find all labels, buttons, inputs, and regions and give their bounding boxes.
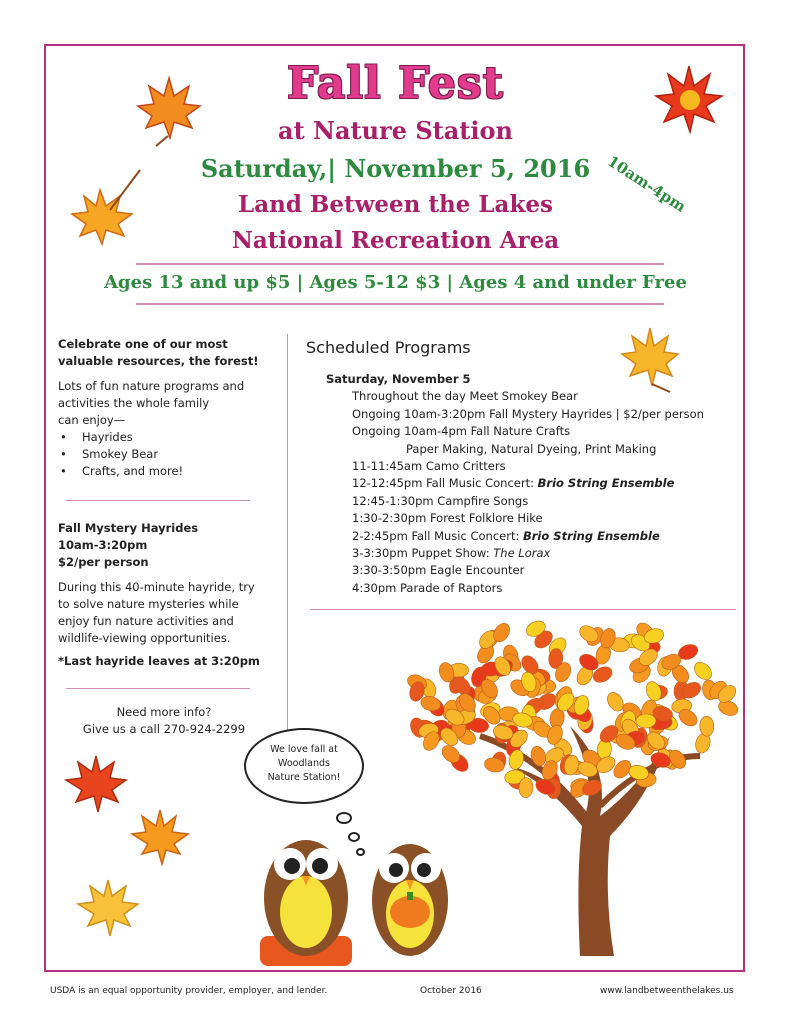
pricing-line: Ages 13 and up $5 | Ages 5-12 $3 | Ages 4 and under Free <box>104 272 687 293</box>
divider <box>66 500 250 501</box>
schedule-row-text: 3-3:30pm Puppet Show: <box>352 546 494 561</box>
schedule-row: Ongoing 10am-4pm Fall Nature Crafts <box>352 424 571 439</box>
footer-date: October 2016 <box>420 986 482 996</box>
event-date: Saturday,| November 5, 2016 <box>200 154 591 183</box>
divider <box>136 303 664 305</box>
hayride-section <box>58 520 268 670</box>
thought-bubble <box>244 728 364 804</box>
schedule-row: 1:30-2:30pm Forest Folklore Hike <box>352 511 543 526</box>
bubble-line-1: We love fall at <box>270 744 338 755</box>
schedule-row: 11-11:45am Camo Critters <box>352 459 506 474</box>
hayride-desc-1: During this 40-minute hayride, try <box>58 580 255 594</box>
hayride-desc-3: enjoy fun nature activities and <box>58 614 234 628</box>
schedule-list <box>326 371 736 597</box>
leaf-icon <box>691 659 715 683</box>
intro-body-1: Lots of fun nature programs and <box>58 379 245 393</box>
maple-leaf-icon <box>74 876 144 942</box>
list-item: • Hayrides <box>58 429 268 446</box>
schedule-row-emphasis: Brio String Ensemble <box>537 476 675 491</box>
hayride-heading: Fall Mystery Hayrides <box>58 521 199 535</box>
schedule-row: 12:45-1:30pm Campfire Songs <box>352 493 529 508</box>
maple-leaf-icon <box>128 808 192 868</box>
hayride-desc-4: wildlife-viewing opportunities. <box>58 631 231 645</box>
divider <box>310 609 736 610</box>
hayride-last: *Last hayride leaves at 3:20pm <box>58 654 260 668</box>
intro-list <box>58 429 268 480</box>
schedule-row-emphasis: The Lorax <box>493 546 551 561</box>
schedule-row: 3:30-3:50pm Eagle Encounter <box>352 563 525 578</box>
schedule-title: Scheduled Programs <box>306 338 471 357</box>
schedule-row: Ongoing 10am-3:20pm Fall Mystery Hayrides | $2/per person <box>352 406 704 421</box>
hayride-price: $2/per person <box>58 555 149 569</box>
schedule-row: Paper Making, Natural Dyeing, Print Making <box>406 441 657 456</box>
intro-body-3: can enjoy— <box>58 413 126 427</box>
owl-illustration <box>360 828 460 968</box>
contact-line-1: Need more info? <box>116 705 212 719</box>
hayride-desc-2: to solve nature mysteries while <box>58 597 239 611</box>
schedule-row <box>326 545 736 562</box>
list-item: • Smokey Bear <box>58 446 268 463</box>
footer-website: www.landbetweenthelakes.us <box>600 986 734 996</box>
contact-info <box>58 704 270 738</box>
divider <box>66 688 250 689</box>
hayride-time: 10am-3:20pm <box>58 538 148 552</box>
bubble-line-3: Nature Station! <box>267 772 341 783</box>
contact-line-2: Give us a call 270-924-2299 <box>82 722 246 736</box>
maple-leaf-icon <box>62 752 134 818</box>
location-line-2: National Recreation Area <box>231 227 560 254</box>
schedule-row: Throughout the day Meet Smokey Bear <box>352 389 578 404</box>
leaf-icon <box>699 716 714 736</box>
schedule-day: Saturday, November 5 <box>326 372 471 386</box>
divider <box>136 263 664 265</box>
column-divider <box>287 334 288 734</box>
schedule-row-text: 2-2:45pm Fall Music Concert: <box>352 528 523 543</box>
schedule-row-text: 12-12:45pm Fall Music Concert: <box>352 476 538 491</box>
schedule-row-emphasis: Brio String Ensemble <box>523 528 660 543</box>
intro-lead: Celebrate one of our most valuable resources, the forest! <box>58 337 259 368</box>
time-badge: 10am-4pm <box>604 152 690 216</box>
leaf-icon <box>644 679 664 703</box>
event-title: Fall Fest <box>286 58 504 109</box>
event-subtitle: at Nature Station <box>278 116 513 145</box>
intro-section <box>58 336 268 480</box>
owl-illustration <box>252 820 358 970</box>
bubble-line-2: Woodlands <box>278 758 330 769</box>
footer-disclaimer: USDA is an equal opportunity provider, employer, and lender. <box>50 986 328 996</box>
intro-body-2: activities the whole family <box>58 396 210 410</box>
location-line-1: Land Between the Lakes <box>238 191 553 218</box>
list-item: • Crafts, and more! <box>58 463 268 480</box>
schedule-row: 4:30pm Parade of Raptors <box>352 580 503 595</box>
schedule-row <box>326 475 736 492</box>
schedule-row <box>326 528 736 545</box>
leaf-icon <box>636 714 656 728</box>
